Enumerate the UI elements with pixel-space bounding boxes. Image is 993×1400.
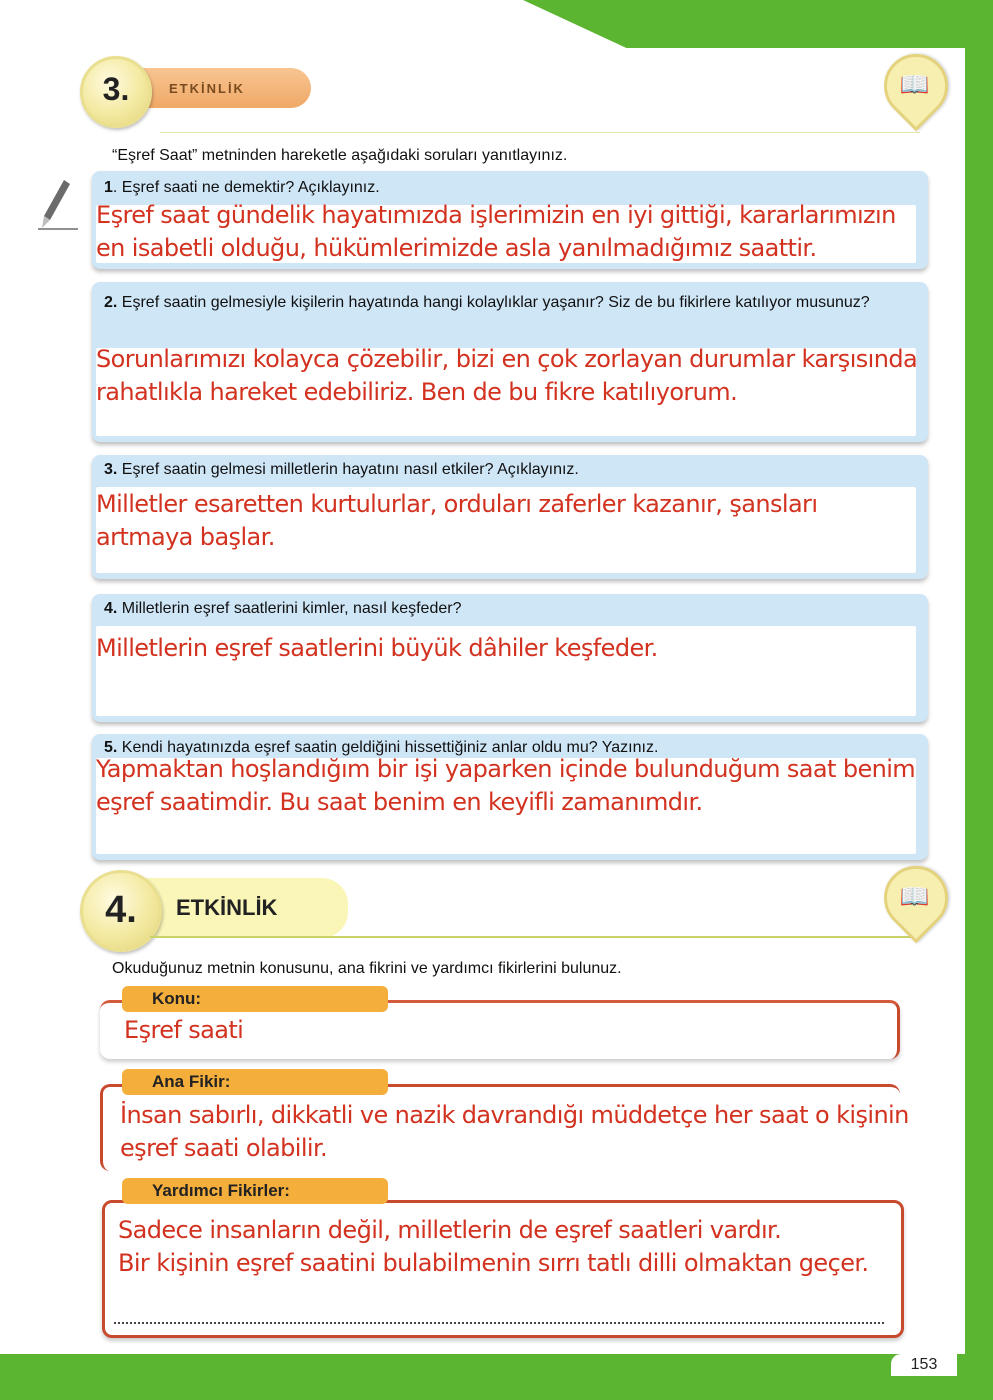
question-3-number: 3. — [104, 461, 118, 478]
question-4-prompt: Milletlerin eşref saatlerini kimler, nasıl keşfeder? — [117, 600, 462, 617]
section4-title: ETKİNLİK — [130, 878, 348, 938]
section4-number-badge — [80, 870, 162, 952]
section4-intro: Okuduğunuz metnin konusunu, ana fikrini ve yardımcı fikirlerini bulunuz. — [112, 960, 622, 977]
answer-3-text: Milletler esaretten kurtulurlar, orduları zaferler kazanır, şansları artmaya başlar. — [96, 490, 818, 551]
question-1-prompt: . Eşref saati ne demektir? Açıklayınız. — [112, 179, 380, 196]
question-3-text — [92, 455, 928, 485]
question-5-prompt: Kendi hayatınızda eşref saatin geldiğini hissettiğiniz anlar oldu mu? Yazınız. — [117, 739, 659, 756]
answer-1-text: Eşref saat gündelik hayatımızda işlerimizin en iyi gittiği, kararlarımızın en isabetli olduğu, hükümlerimizde asla yanılmadığımız saattir. — [96, 201, 896, 262]
section4-rule — [150, 936, 915, 938]
konu-label: Konu: — [122, 986, 388, 1012]
yardimci-dotted-line — [114, 1322, 884, 1324]
anafikir-label: Ana Fikir: — [122, 1069, 388, 1095]
book-icon: 📖 — [899, 883, 930, 911]
section3-header — [80, 56, 320, 126]
side-band-right — [965, 0, 993, 1400]
question-5-number: 5. — [104, 739, 118, 756]
question-1-number: 1 — [104, 179, 113, 196]
question-2-text — [92, 282, 928, 318]
section3-intro: “Eşref Saat” metninden hareketle aşağıdaki soruları yanıtlayınız. — [112, 147, 568, 164]
yardimci-label: Yardımcı Fikirler: — [122, 1178, 388, 1204]
section3-rule — [160, 132, 920, 133]
bottom-band — [0, 1354, 993, 1400]
question-4-number: 4. — [104, 600, 118, 617]
yardimci-answer-1: Sadece insanların değil, milletlerin de eşref saatleri vardır. — [118, 1216, 782, 1244]
section4-header — [80, 870, 340, 940]
answer-4-text: Milletlerin eşref saatlerini büyük dâhiler keşfeder. — [96, 634, 658, 662]
question-2-prompt: Eşref saatin gelmesiyle kişilerin hayatında hangi kolaylıklar yaşanır? Siz de bu fikirlere katılıyor musunuz? — [117, 294, 870, 311]
section4-number: 4. — [105, 889, 137, 931]
corner-decoration-top — [523, 0, 993, 48]
answer-5-text: Yapmaktan hoşlandığım bir işi yaparken içinde bulunduğum saat benim eşref saatimdir. Bu saat benim en keyifli zamanımdır. — [96, 755, 916, 816]
section3-number: 3. — [102, 71, 130, 107]
section3-number-badge — [80, 56, 152, 128]
section3-book-pin — [871, 41, 962, 132]
book-icon: 📖 — [899, 71, 930, 99]
konu-answer: Eşref saati — [124, 1016, 244, 1044]
answer-2-text: Sorunlarımızı kolayca çözebilir, bizi en çok zorlayan durumlar karşısında rahatlıkla hareket edebiliriz. Ben de bu fikre katılıyorum. — [96, 345, 918, 406]
pencil-icon — [38, 178, 78, 230]
anafikir-answer: İnsan sabırlı, dikkatli ve nazik davrandığı müddetçe her saat o kişinin eşref saati olabilir. — [120, 1101, 909, 1162]
question-4-text — [92, 594, 928, 624]
section4-book-pin — [871, 853, 962, 944]
yardimci-answer-2: Bir kişinin eşref saatini bulabilmenin sırrı tatlı dilli olmaktan geçer. — [118, 1249, 869, 1277]
page-number: 153 — [891, 1354, 957, 1376]
section3-title: ETKİNLİK — [124, 68, 311, 108]
question-3-prompt: Eşref saatin gelmesi milletlerin hayatını nasıl etkiler? Açıklayınız. — [117, 461, 579, 478]
question-2-number: 2. — [104, 294, 118, 311]
